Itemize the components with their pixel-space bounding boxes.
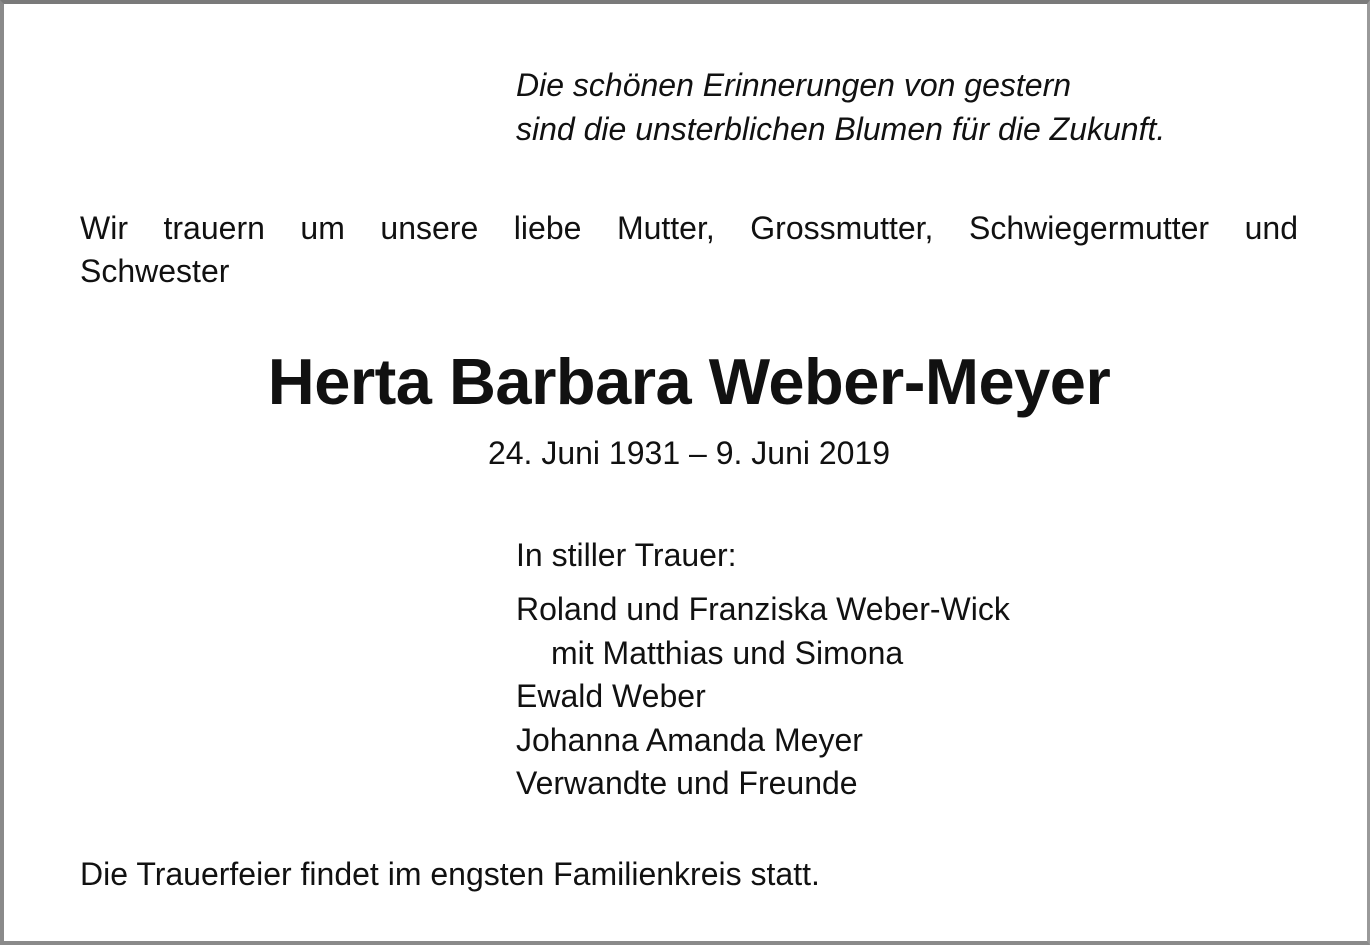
mourner-entry: Ewald Weber — [516, 678, 706, 714]
mourner-entry: Johanna Amanda Meyer — [516, 721, 863, 758]
funeral-note: Die Trauerfeier findet im engsten Familienkreis statt. — [80, 856, 820, 892]
mourners-list — [516, 588, 1010, 806]
mourner-entry: mit Matthias und Simona — [551, 634, 904, 671]
memorial-quote — [516, 63, 1165, 151]
mourner-entry: Roland und Franziska Weber-Wick — [516, 591, 1010, 627]
quote-line: sind die unsterblichen Blumen für die Zukunft. — [516, 111, 1166, 147]
deceased-name: Herta Barbara Weber-Meyer — [267, 345, 1111, 418]
life-dates: 24. Juni 1931 – 9. Juni 2019 — [487, 435, 891, 471]
mourning-announcement — [80, 207, 1298, 293]
mourner-entry: Verwandte und Freunde — [516, 765, 858, 801]
announcement-line: Wir trauern um unsere liebe Mutter, Grossmutter, Schwiegermutter und — [80, 210, 1298, 246]
announcement-line: Schwester — [80, 253, 230, 289]
mourners-heading: In stiller Trauer: — [516, 537, 737, 573]
quote-line: Die schönen Erinnerungen von gestern — [516, 67, 1072, 103]
